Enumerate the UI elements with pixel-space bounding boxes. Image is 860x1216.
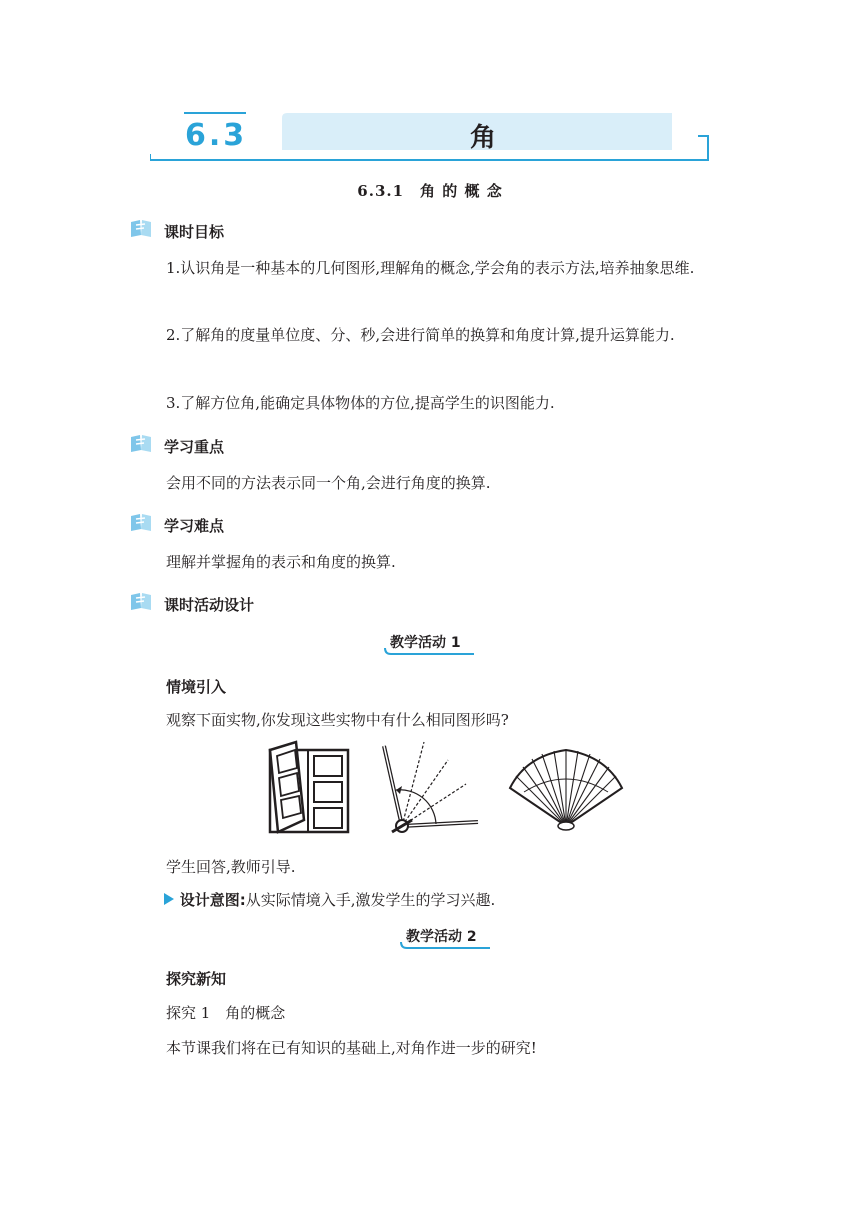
fan-illustration xyxy=(506,746,626,832)
key-points-text: 会用不同的方法表示同一个角,会进行角度的换算. xyxy=(166,474,491,492)
activity-1-subheading: 情境引入 xyxy=(166,678,227,696)
book-icon xyxy=(130,591,152,611)
section-title: 角 xyxy=(470,123,497,153)
explore-1-label: 探究 1 角的概念 xyxy=(166,1004,286,1022)
design-intent: 设计意图:从实际情境入手,激发学生的学习兴趣. xyxy=(163,889,495,910)
book-icon xyxy=(130,218,152,238)
objective-3: 3.了解方位角,能确定具体物体的方位,提高学生的识图能力. xyxy=(166,394,555,412)
activity-1-question: 观察下面实物,你发现这些实物中有什么相同图形吗? xyxy=(166,711,509,729)
triangle-bullet-icon xyxy=(163,892,175,906)
subsection-title: 6.3.1 角 的 概 念 xyxy=(357,182,503,200)
compass-illustration xyxy=(378,740,482,840)
book-icon xyxy=(130,512,152,532)
activity-2-subheading: 探究新知 xyxy=(166,970,227,988)
objective-2: 2.了解角的度量单位度、分、秒,会进行简单的换算和角度计算,提升运算能力. xyxy=(166,326,675,344)
objective-1: 1.认识角是一种基本的几何图形,理解角的概念,学会角的表示方法,培养抽象思维. xyxy=(166,259,695,277)
activity-1-title: 教学活动 1 xyxy=(384,632,476,658)
activity-2-title: 教学活动 2 xyxy=(400,926,492,952)
activity-1-response: 学生回答,教师引导. xyxy=(166,858,296,876)
section-number: 6.3 xyxy=(185,118,248,153)
difficulties-text: 理解并掌握角的表示和角度的换算. xyxy=(166,553,396,571)
activity-2-text: 本节课我们将在已有知识的基础上,对角作进一步的研究! xyxy=(166,1039,537,1057)
window-illustration xyxy=(268,740,350,836)
book-icon xyxy=(130,433,152,453)
